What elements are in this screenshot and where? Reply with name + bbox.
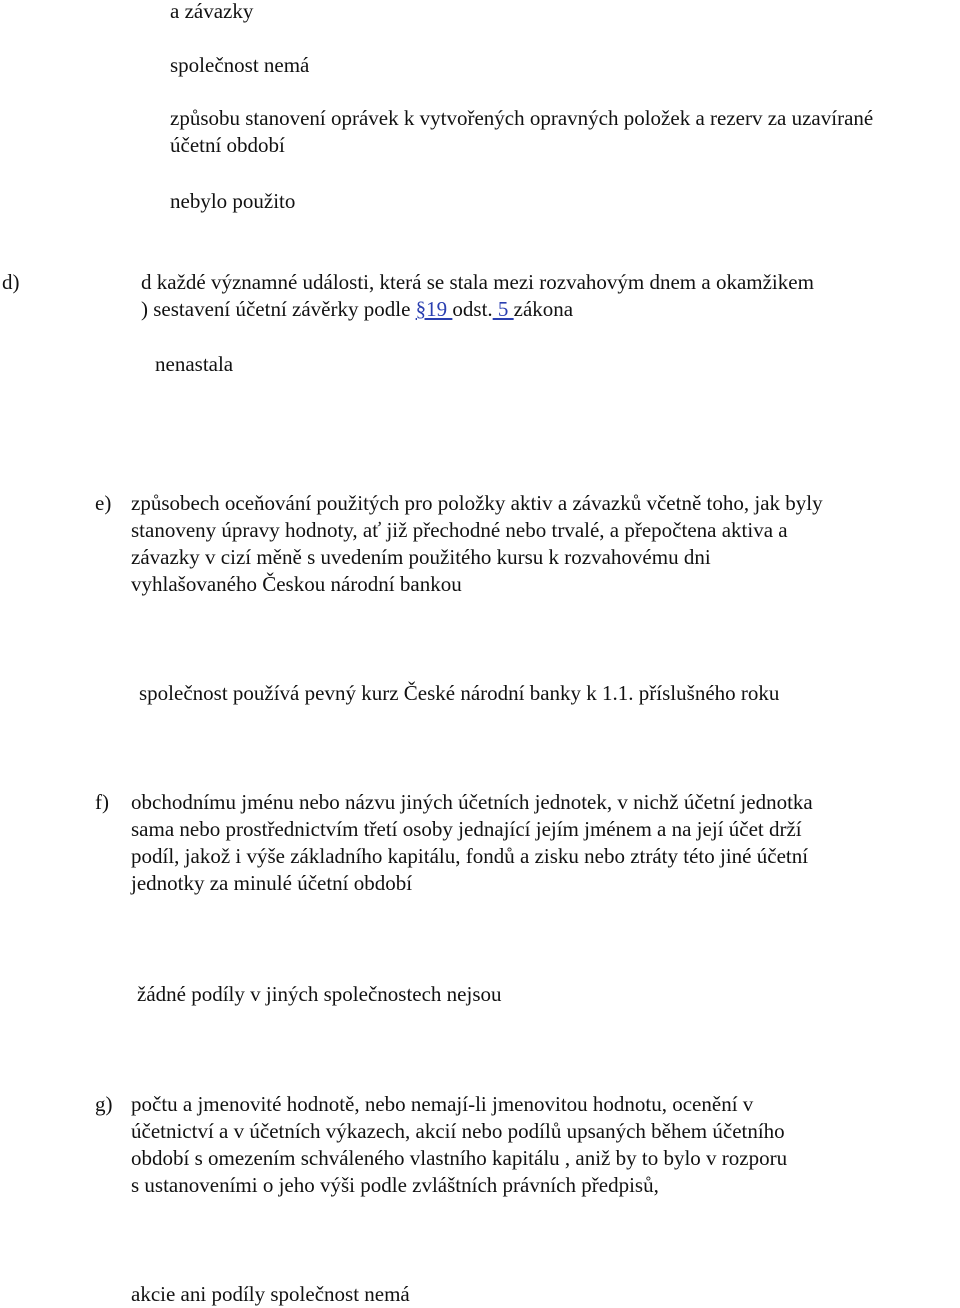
paragraph-19-link[interactable]: §19 bbox=[415, 297, 453, 321]
item-f-line-3: podíl, jakož i výše základního kapitálu, fondů a zisku nebo ztráty této jiné účetní bbox=[131, 844, 809, 868]
item-f-answer: žádné podíly v jiných společnostech nejsou bbox=[137, 982, 502, 1006]
item-f-line-1: obchodnímu jménu nebo názvu jiných účetních jednotek, v nichž účetní jednotka bbox=[131, 790, 813, 814]
item-g-line-4: s ustanoveními o jeho výši podle zvláštních právních předpisů, bbox=[131, 1173, 659, 1197]
item-f-line-2: sama nebo prostřednictvím třetí osoby jednající jejím jménem a na její účet drží bbox=[131, 817, 802, 841]
item-e-line-4: vyhlašovaného Českou národní bankou bbox=[131, 572, 462, 596]
item-d-answer: nenastala bbox=[155, 352, 234, 376]
intro-line-3: způsobu stanovení oprávek k vytvořených opravných položek a rezerv za uzavírané bbox=[170, 106, 874, 130]
item-d-line-2-text: ) sestavení účetní závěrky podle bbox=[141, 297, 416, 321]
item-g-line-1: počtu a jmenovité hodnotě, nebo nemají-li jmenovitou hodnotu, ocenění v bbox=[131, 1092, 754, 1116]
item-e-line-1: způsobech oceňování použitých pro položky aktiv a závazků včetně toho, jak byly bbox=[131, 491, 823, 515]
item-g-letter: g) bbox=[95, 1092, 113, 1116]
item-d-line-2-zakona: zákona bbox=[513, 297, 574, 321]
item-f-line-4: jednotky za minulé účetní období bbox=[131, 871, 413, 895]
item-g-line-3: období s omezením schváleného vlastního kapitálu , aniž by to bylo v rozporu bbox=[131, 1146, 788, 1170]
item-d-line-2 bbox=[141, 296, 573, 323]
intro-line-1: a závazky bbox=[170, 0, 254, 23]
intro-answer-2: nebylo použito bbox=[170, 189, 296, 213]
paragraph-5-link[interactable]: 5 bbox=[492, 297, 514, 321]
item-g-line-2: účetnictví a v účetních výkazech, akcií nebo podílů upsaných během účetního bbox=[131, 1119, 785, 1143]
item-e-line-2: stanoveny úpravy hodnoty, ať již přechodné nebo trvalé, a přepočtena aktiva a bbox=[131, 518, 788, 542]
item-d-letter: d) bbox=[2, 270, 20, 294]
item-e-line-3: závazky v cizí měně s uvedením použitého kursu k rozvahovému dni bbox=[131, 545, 711, 569]
intro-line-4: účetní období bbox=[170, 133, 285, 157]
intro-answer-1: společnost nemá bbox=[170, 53, 310, 77]
item-e-answer: společnost používá pevný kurz České národní banky k 1.1. příslušného roku bbox=[139, 681, 780, 705]
item-g-answer: akcie ani podíly společnost nemá bbox=[131, 1282, 410, 1306]
item-f-letter: f) bbox=[95, 790, 109, 814]
item-d-line-2-odst: odst. bbox=[452, 297, 493, 321]
item-e-letter: e) bbox=[95, 491, 112, 515]
item-d-line-1: d každé významné události, která se stala mezi rozvahovým dnem a okamžikem bbox=[141, 270, 814, 294]
